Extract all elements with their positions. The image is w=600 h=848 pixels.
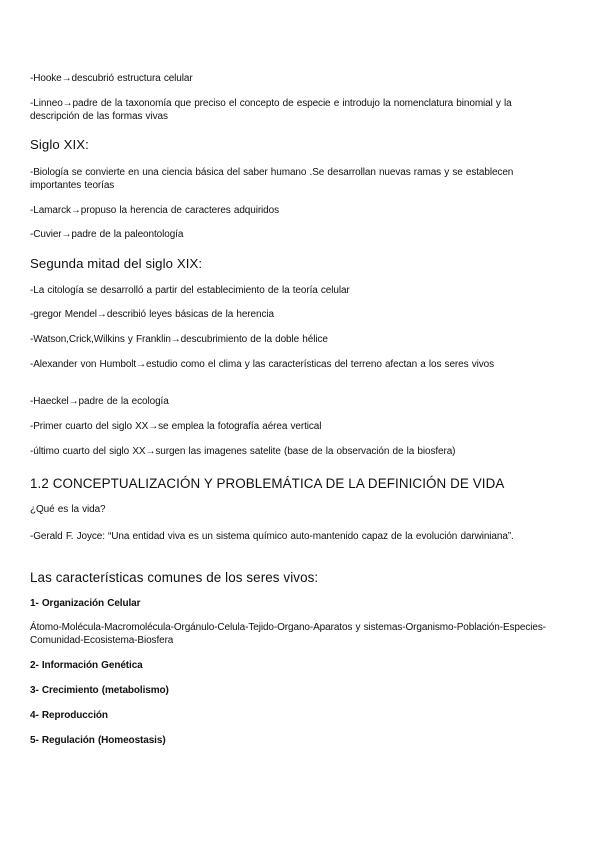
paragraph-watson: -Watson,Crick,Wilkins y Franklin→descubrimiento de la doble hélice: [30, 334, 328, 345]
heading-caracteristicas: Las características comunes de los seres vivos:: [30, 570, 319, 585]
paragraph-ultimo-cuarto: -último cuarto del siglo XX→surgen las imagenes satelite (base de la observación de la biosfera): [30, 446, 456, 457]
paragraph-humbolt: -Alexander von Humbolt→estudio como el clima y las características del terreno afectan a los seres vivos: [30, 359, 494, 370]
heading-siglo-xix: Siglo XIX:: [30, 137, 89, 152]
paragraph-hooke: -Hooke→descubrió estructura celular: [30, 73, 193, 84]
paragraph-haeckel: -Haeckel→padre de la ecología: [30, 396, 169, 407]
characteristic-regulacion: 5- Regulación (Homeostasis): [30, 735, 166, 746]
characteristic-informacion-genetica: 2- Información Genética: [30, 660, 143, 671]
characteristic-crecimiento: 3- Crecimiento (metabolismo): [30, 685, 169, 696]
paragraph-que-es-la-vida: ¿Qué es la vida?: [30, 504, 106, 515]
characteristic-reproduccion: 4- Reproducción: [30, 710, 108, 721]
paragraph-lamarck: -Lamarck→propuso la herencia de caracteres adquiridos: [30, 205, 279, 216]
paragraph-primer-cuarto: -Primer cuarto del siglo XX→se emplea la fotografía aérea vertical: [30, 421, 322, 432]
paragraph-cuvier: -Cuvier→padre de la paleontología: [30, 229, 184, 240]
characteristic-organizacion-celular: 1- Organización Celular: [30, 598, 141, 609]
paragraph-mendel: -gregor Mendel→describió leyes básicas de la herencia: [30, 309, 274, 320]
paragraph-joyce: -Gerald F. Joyce: “Una entidad viva es un sistema químico auto-mantenido capaz de la evolución darwiniana”.: [30, 531, 514, 542]
paragraph-niveles-organizacion: Átomo-Molécula-Macromolécula-Orgánulo-Celula-Tejido-Organo-Aparatos y sistemas-Organismo-Población-Especies-Comunidad-Ecosistema-Biosfera: [30, 622, 546, 646]
heading-conceptualizacion: 1.2 CONCEPTUALIZACIÓN Y PROBLEMÁTICA DE LA DEFINICIÓN DE VIDA: [30, 476, 505, 491]
paragraph-citologia: -La citología se desarrolló a partir del establecimiento de la teoría celular: [30, 285, 350, 296]
heading-segunda-mitad: Segunda mitad del siglo XIX:: [30, 256, 203, 271]
paragraph-biologia: -Biología se convierte en una ciencia básica del saber humano .Se desarrollan nuevas ramas y se establecen importantes teorías: [30, 167, 514, 191]
paragraph-linneo: -Linneo→padre de la taxonomía que preciso el concepto de especie e introdujo la nomenclatura binomial y la descripción de las formas vivas: [30, 98, 512, 122]
